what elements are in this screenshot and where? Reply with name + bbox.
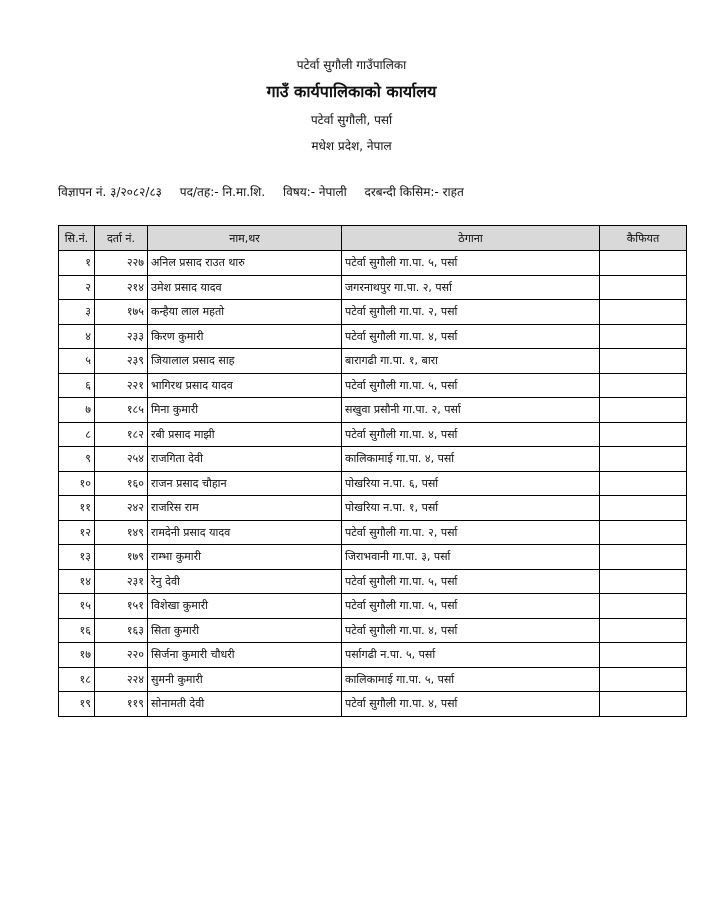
cell-remarks (600, 643, 687, 668)
cell-sn: १३ (59, 545, 95, 570)
cell-remarks (600, 398, 687, 423)
cell-name: राजगिता देवी (148, 447, 342, 472)
cell-remarks (600, 594, 687, 619)
cell-remarks (600, 447, 687, 472)
cell-reg: २४२ (95, 496, 148, 521)
cell-sn: ७ (59, 398, 95, 423)
cell-address: जगरनाथपुर गा.पा. २, पर्सा (342, 275, 600, 300)
cell-address: पटेर्वा सुगौली गा.पा. ५, पर्सा (342, 251, 600, 276)
cell-reg: २३१ (95, 569, 148, 594)
cell-name: सिता कुमारी (148, 618, 342, 643)
cell-remarks (600, 692, 687, 717)
notice-meta (58, 183, 478, 200)
table-row (59, 496, 687, 521)
cell-reg: २३३ (95, 324, 148, 349)
table-row (59, 300, 687, 325)
cell-name: विशेखा कुमारी (148, 594, 342, 619)
cell-name: रामदेनी प्रसाद यादव (148, 520, 342, 545)
cell-address: सखुवा प्रसौनी गा.पा. २, पर्सा (342, 398, 600, 423)
cell-sn: १ (59, 251, 95, 276)
cell-remarks (600, 373, 687, 398)
notice-number: विज्ञापन नं. ३/२०८२/८३ (58, 185, 162, 199)
cell-address: जिराभवानी गा.पा. ३, पर्सा (342, 545, 600, 570)
table-row (59, 275, 687, 300)
cell-sn: १४ (59, 569, 95, 594)
cell-name: राम्भा कुमारी (148, 545, 342, 570)
cell-address: पटेर्वा सुगौली गा.पा. ४, पर्सा (342, 422, 600, 447)
cell-sn: ३ (59, 300, 95, 325)
cell-name: भागिरथ प्रसाद यादव (148, 373, 342, 398)
cell-reg: १८२ (95, 422, 148, 447)
cell-address: पटेर्वा सुगौली गा.पा. ४, पर्सा (342, 692, 600, 717)
cell-reg: १७९ (95, 545, 148, 570)
cell-remarks (600, 667, 687, 692)
cell-sn: १६ (59, 618, 95, 643)
col-header-remarks: कैफियत (600, 226, 687, 251)
cell-name: अनिल प्रसाद राउत थारु (148, 251, 342, 276)
office-title: गाउँ कार्यपालिकाको कार्यालय (266, 82, 437, 101)
cell-name: रेनु देवी (148, 569, 342, 594)
cell-reg: २५४ (95, 447, 148, 472)
cell-reg: २२१ (95, 373, 148, 398)
subject: विषय:- नेपाली (283, 185, 347, 199)
cell-address: पटेर्वा सुगौली गा.पा. ५, पर्सा (342, 594, 600, 619)
cell-remarks (600, 422, 687, 447)
province-country: मधेश प्रदेश, नेपाल (311, 139, 392, 153)
cell-sn: ६ (59, 373, 95, 398)
cell-remarks (600, 300, 687, 325)
cell-reg: ११९ (95, 692, 148, 717)
cell-sn: १९ (59, 692, 95, 717)
cell-reg: २२७ (95, 251, 148, 276)
cell-reg: २१४ (95, 275, 148, 300)
table-row (59, 447, 687, 472)
cell-address: कालिकामाई गा.पा. ४, पर्सा (342, 447, 600, 472)
cell-remarks (600, 520, 687, 545)
quota-type: दरबन्दी किसिम:- राहत (364, 185, 464, 199)
cell-name: मिना कुमारी (148, 398, 342, 423)
candidate-table (58, 225, 687, 717)
col-header-name: नाम,थर (148, 226, 342, 251)
cell-remarks (600, 324, 687, 349)
table-row (59, 422, 687, 447)
table-row (59, 667, 687, 692)
cell-remarks (600, 618, 687, 643)
cell-remarks (600, 349, 687, 374)
cell-reg: १७५ (95, 300, 148, 325)
cell-address: पोखरिया न.पा. १, पर्सा (342, 496, 600, 521)
cell-reg: १४९ (95, 520, 148, 545)
cell-sn: ९ (59, 447, 95, 472)
col-header-address: ठेगाना (342, 226, 600, 251)
cell-reg: १६३ (95, 618, 148, 643)
table-row (59, 594, 687, 619)
cell-address: पटेर्वा सुगौली गा.पा. २, पर्सा (342, 520, 600, 545)
table-row (59, 398, 687, 423)
cell-name: सोनामती देवी (148, 692, 342, 717)
municipality-name: पटेर्वा सुगौली गाउँपालिका (296, 58, 407, 72)
cell-remarks (600, 275, 687, 300)
table-row (59, 349, 687, 374)
table-row (59, 618, 687, 643)
table-row (59, 520, 687, 545)
table-row (59, 643, 687, 668)
cell-address: पटेर्वा सुगौली गा.पा. २, पर्सा (342, 300, 600, 325)
cell-sn: ८ (59, 422, 95, 447)
table-row (59, 471, 687, 496)
cell-sn: १२ (59, 520, 95, 545)
cell-sn: १८ (59, 667, 95, 692)
cell-reg: २२४ (95, 667, 148, 692)
col-header-sn: सि.नं. (59, 226, 95, 251)
cell-name: कन्हैया लाल महतो (148, 300, 342, 325)
cell-name: सुमनी कुमारी (148, 667, 342, 692)
table-row (59, 251, 687, 276)
cell-address: कालिकामाई गा.पा. ५, पर्सा (342, 667, 600, 692)
post-level: पद/तह:- नि.मा.शि. (179, 185, 266, 199)
table-row (59, 569, 687, 594)
cell-remarks (600, 251, 687, 276)
col-header-reg: दर्ता नं. (95, 226, 148, 251)
cell-address: पोखरिया न.पा. ६, पर्सा (342, 471, 600, 496)
cell-sn: २ (59, 275, 95, 300)
cell-reg: १८५ (95, 398, 148, 423)
cell-sn: १७ (59, 643, 95, 668)
office-location: पटेर्वा सुगौली, पर्सा (310, 113, 393, 127)
cell-name: राजरिस राम (148, 496, 342, 521)
table-row (59, 373, 687, 398)
cell-reg: १६० (95, 471, 148, 496)
cell-sn: १५ (59, 594, 95, 619)
cell-name: उमेश प्रसाद यादव (148, 275, 342, 300)
table-row (59, 324, 687, 349)
cell-remarks (600, 496, 687, 521)
cell-address: पर्सागढी न.पा. ५, पर्सा (342, 643, 600, 668)
cell-name: राजन प्रसाद चौहान (148, 471, 342, 496)
table-header-row (59, 226, 687, 251)
cell-name: किरण कुमारी (148, 324, 342, 349)
cell-reg: २२० (95, 643, 148, 668)
cell-address: बारागढी गा.पा. १, बारा (342, 349, 600, 374)
cell-address: पटेर्वा सुगौली गा.पा. ५, पर्सा (342, 569, 600, 594)
cell-sn: १० (59, 471, 95, 496)
cell-remarks (600, 545, 687, 570)
cell-reg: २३९ (95, 349, 148, 374)
table-row (59, 692, 687, 717)
cell-remarks (600, 569, 687, 594)
cell-sn: ४ (59, 324, 95, 349)
cell-name: रबी प्रसाद माझी (148, 422, 342, 447)
cell-remarks (600, 471, 687, 496)
cell-reg: १५१ (95, 594, 148, 619)
cell-name: जियालाल प्रसाद साह (148, 349, 342, 374)
cell-name: सिर्जना कुमारी चौधरी (148, 643, 342, 668)
cell-sn: ५ (59, 349, 95, 374)
cell-address: पटेर्वा सुगौली गा.पा. ४, पर्सा (342, 618, 600, 643)
cell-sn: ११ (59, 496, 95, 521)
cell-address: पटेर्वा सुगौली गा.पा. ४, पर्सा (342, 324, 600, 349)
cell-address: पटेर्वा सुगौली गा.पा. ५, पर्सा (342, 373, 600, 398)
table-row (59, 545, 687, 570)
